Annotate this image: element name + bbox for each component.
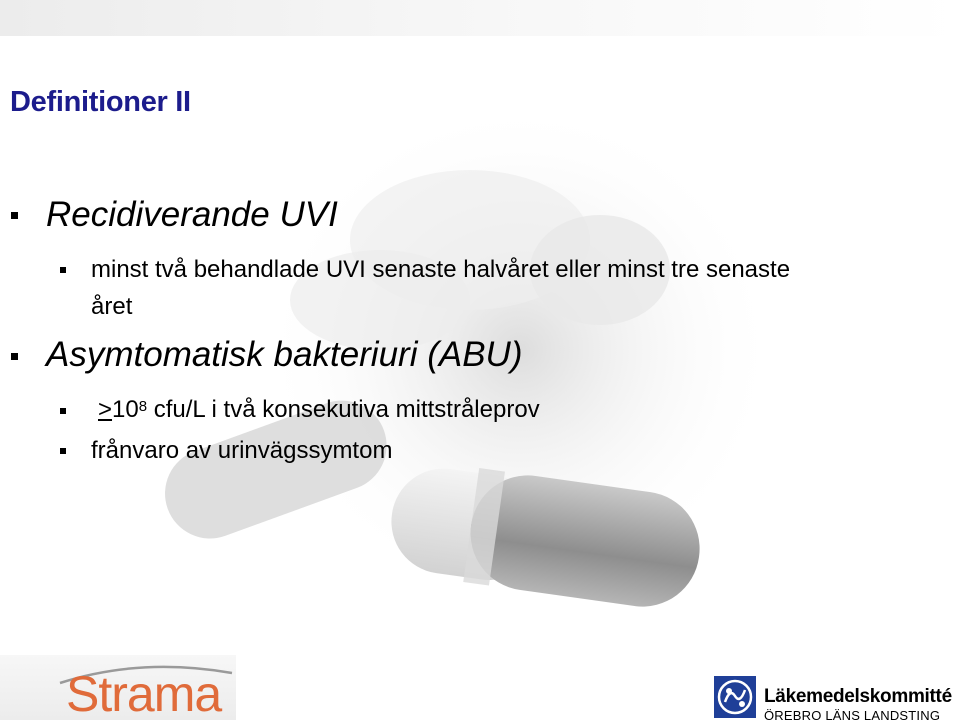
cfu-text: cfu/L i två konsekutiva mittstråleprov [147, 396, 540, 423]
lakemedelskommitte-subtitle: ÖREBRO LÄNS LANDSTING [764, 708, 941, 720]
slide-title: Definitioner II [10, 86, 191, 118]
landsting-emblem-icon [714, 676, 756, 718]
bullet-recidiverande-uvi: Recidiverande UVI [46, 195, 338, 234]
bullet-square-icon [60, 408, 66, 414]
bullet-square-icon [60, 267, 66, 273]
strama-logo [0, 655, 236, 720]
subbullet-franvaro: frånvaro av urinvägssymtom [91, 437, 393, 464]
lakemedelskommitte-title: Läkemedelskommitté [764, 686, 952, 707]
ten-base: 10 [112, 396, 139, 423]
subbullet-cfu [98, 393, 540, 426]
bullet-square-icon [11, 353, 18, 360]
subbullet-continuation-aret: året [91, 293, 133, 320]
lakemedelskommitte-logo [710, 674, 960, 720]
bullet-square-icon [11, 212, 18, 219]
subbullet-minst-tva: minst två behandlade UVI senaste halvåret eller minst tre senaste [91, 256, 791, 283]
bullet-asymtomatisk-bakteriuri: Asymtomatisk bakteriuri (ABU) [46, 335, 523, 374]
strama-logo-text: Strama [66, 666, 222, 720]
bullet-square-icon [60, 448, 66, 454]
gte-symbol: > [98, 396, 113, 423]
exponent: 8 [138, 398, 148, 415]
